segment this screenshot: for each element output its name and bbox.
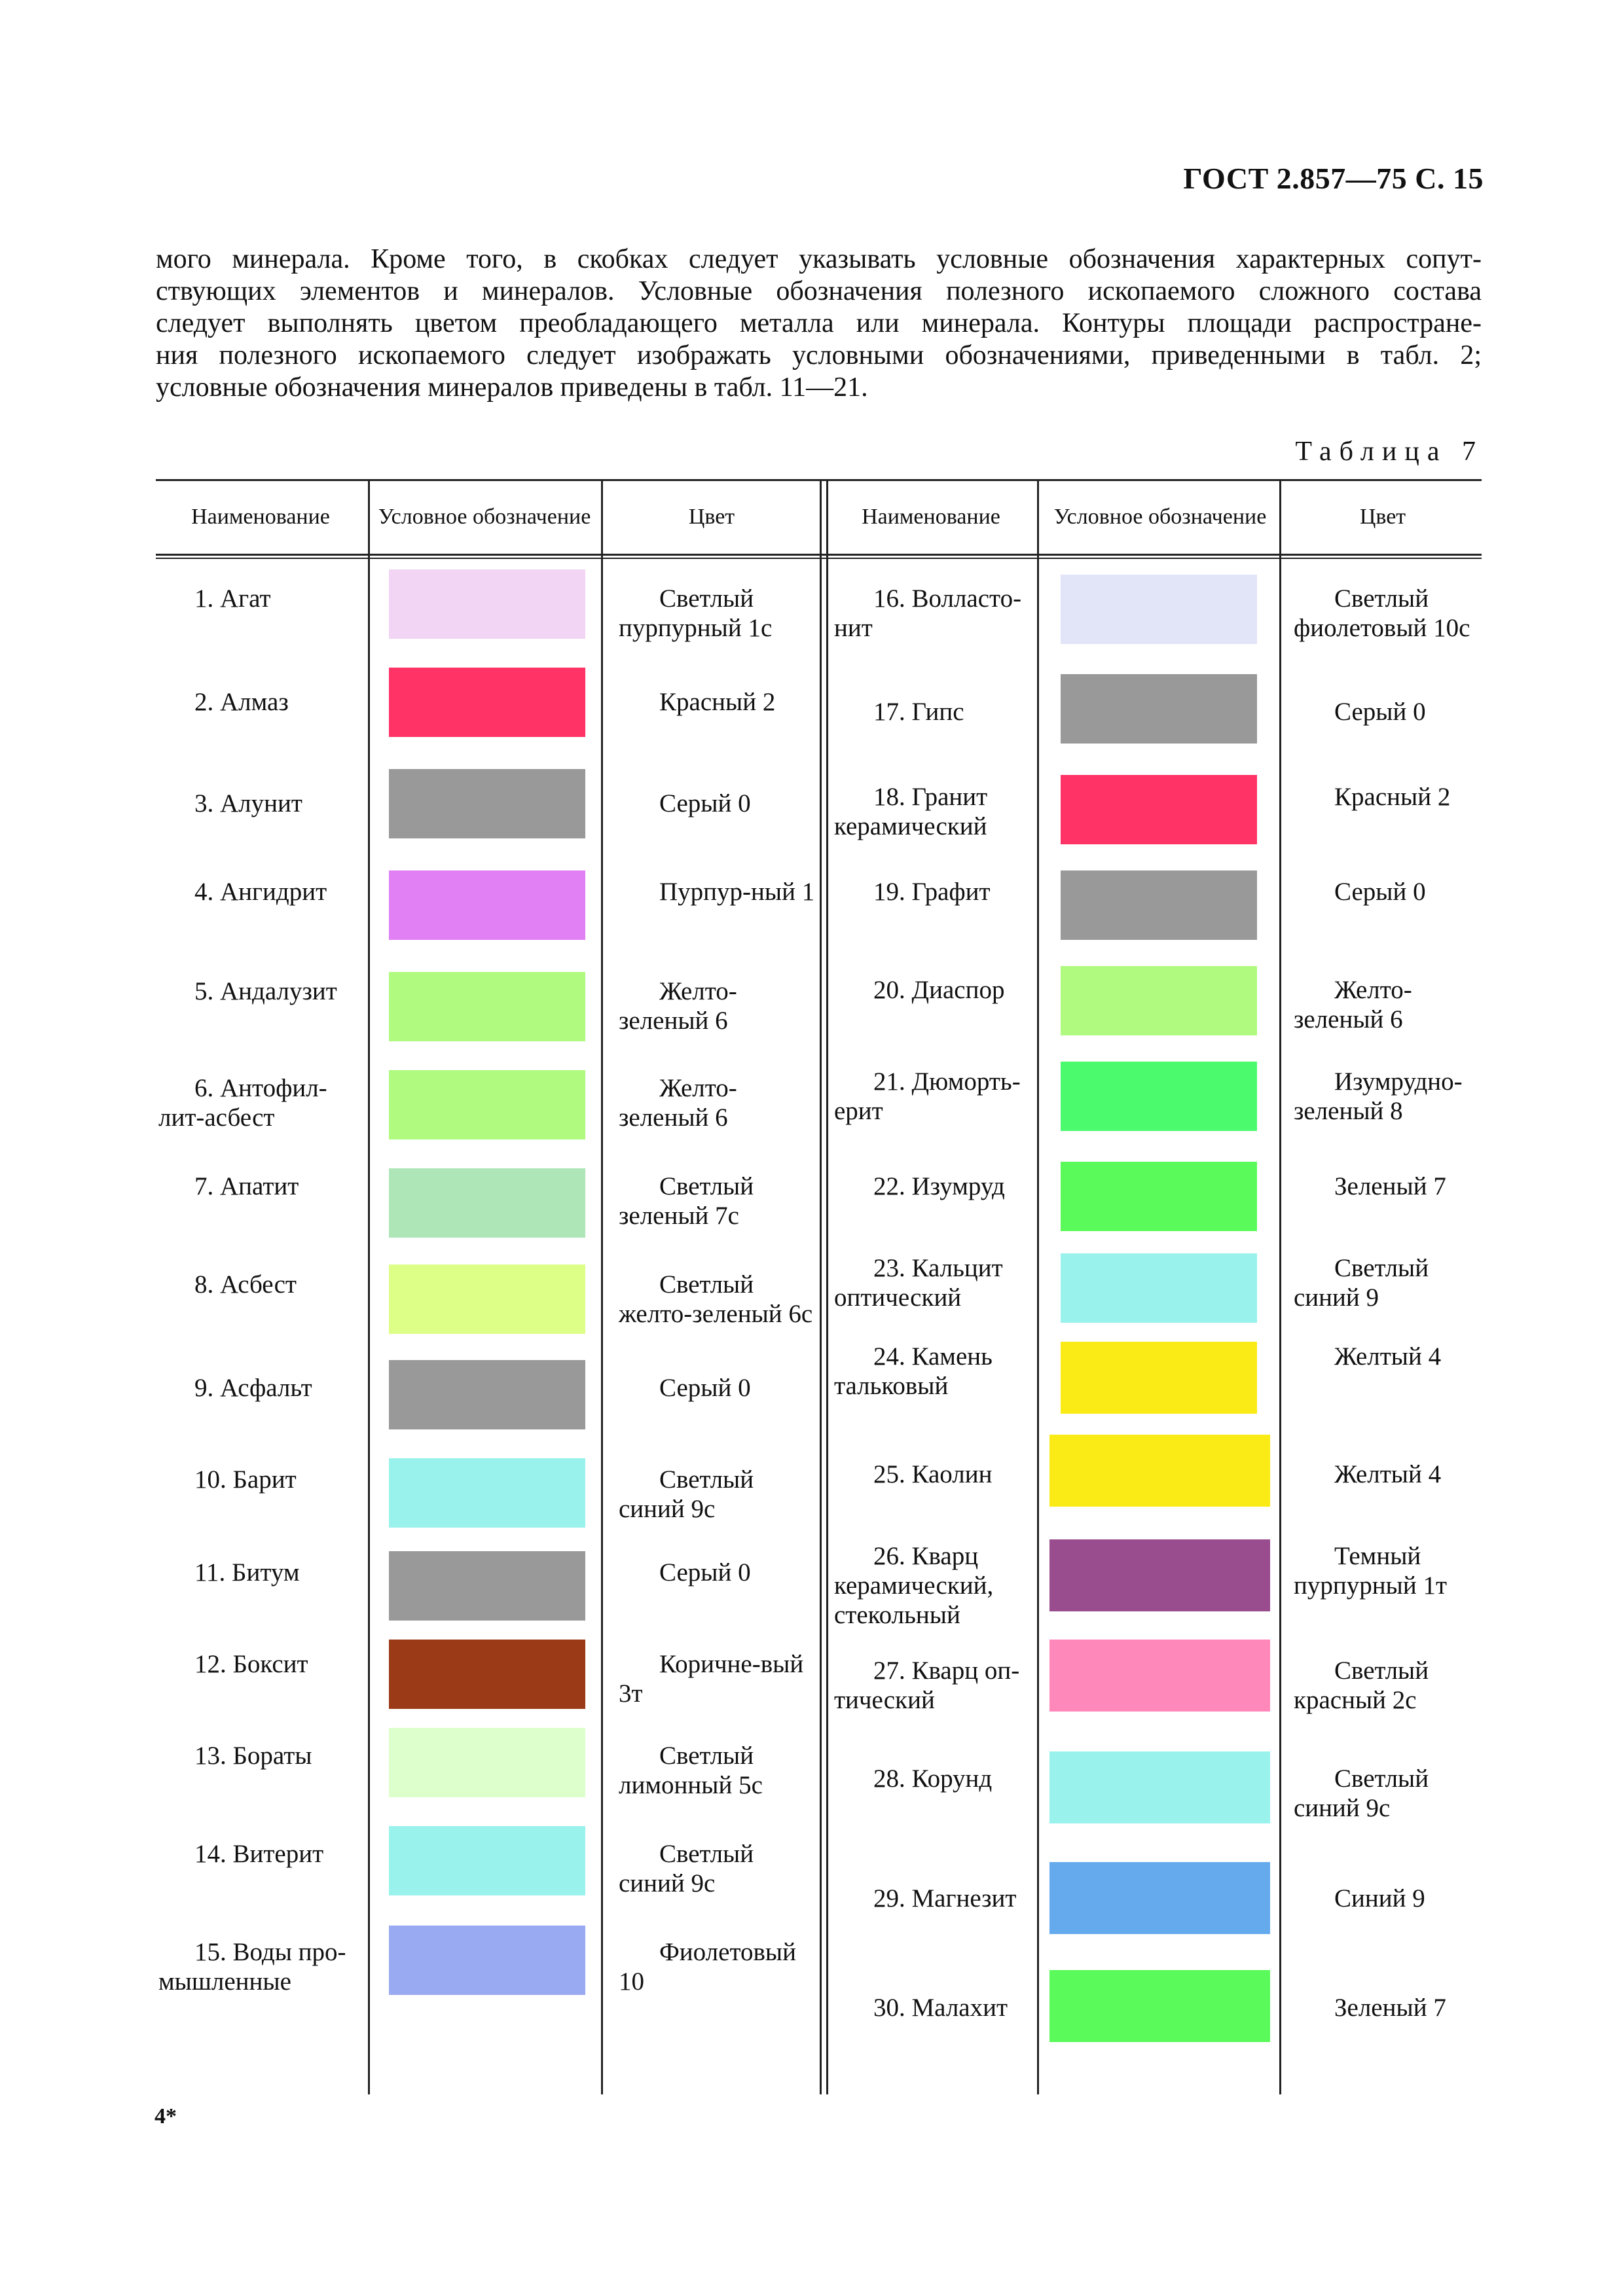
color-name: Зеленый 7 [1334,1994,1446,2022]
color-swatch [389,668,585,737]
color-name: Коричне-вый 3т [619,1650,804,1708]
mineral-name: 14. Витерит [194,1840,324,1868]
color-name: Светлый пурпурный 1с [619,584,773,642]
color-swatch [389,1640,585,1709]
col-header-name-right: Наименование [862,505,1000,529]
color-swatch [1049,1435,1270,1507]
color-swatch [1049,1751,1270,1823]
mineral-name: 24. Камень тальковый [834,1342,993,1400]
mineral-name: 18. Гранит керамический [834,783,988,840]
column-divider [1037,479,1039,2094]
mineral-name: 22. Изумруд [873,1172,1005,1200]
mineral-name: 10. Барит [194,1465,297,1494]
mineral-name: 9. Асфальт [194,1374,312,1402]
color-swatch [389,1070,585,1139]
color-name: Светлый синий 9с [619,1465,754,1523]
color-name: Темный пурпурный 1т [1294,1542,1447,1600]
color-name: Синий 9 [1334,1884,1425,1912]
col-header-symbol-left: Условное обозначение [378,505,591,529]
mineral-name: 20. Диаспор [873,976,1005,1004]
color-swatch [389,1728,585,1797]
color-name: Фиолетовый 10 [619,1938,796,1996]
color-swatch [1049,1862,1270,1934]
table-header-rule [156,554,1482,556]
mineral-name: 12. Боксит [194,1650,308,1678]
color-name: Желто-зеленый 6 [1294,976,1412,1033]
color-swatch [389,569,585,639]
mineral-name: 25. Каолин [873,1460,993,1488]
color-name: Красный 2 [1334,783,1451,811]
col-header-name-left: Наименование [191,505,330,529]
col-header-color-right: Цвет [1359,505,1406,529]
color-name: Серый 0 [659,1558,751,1587]
mineral-name: 30. Малахит [873,1994,1008,2022]
color-swatch [1061,674,1257,744]
color-name: Светлый красный 2с [1294,1657,1429,1714]
color-swatch [389,1458,585,1528]
mineral-name: 2. Алмаз [194,688,289,716]
color-name: Светлый лимонный 5с [619,1742,763,1799]
color-swatch [1061,1342,1257,1414]
color-name: Зеленый 7 [1334,1172,1446,1200]
color-swatch [1061,966,1257,1035]
color-swatch [389,1826,585,1895]
mineral-name: 29. Магнезит [873,1884,1017,1912]
color-name: Серый 0 [659,789,751,817]
color-name: Желто-зеленый 6 [619,1074,737,1132]
color-name: Серый 0 [1334,878,1426,906]
mineral-name: 13. Бораты [194,1742,312,1770]
col-header-color-left: Цвет [688,505,735,529]
intro-paragraph [156,243,1482,404]
page-mark: 4* [155,2104,177,2128]
color-swatch [389,1551,585,1621]
mineral-name: 27. Кварц оп-тический [834,1657,1020,1714]
mineral-name: 11. Битум [194,1558,300,1587]
color-name: Желтый 4 [1334,1460,1442,1488]
color-name: Светлый синий 9с [1294,1765,1429,1822]
column-divider [601,479,603,2094]
mineral-name: 16. Волласто-нит [834,584,1022,642]
color-swatch [1049,1970,1270,2042]
mineral-name: 8. Асбест [194,1270,297,1299]
color-name: Серый 0 [659,1374,751,1402]
intro-line: ния полезного ископаемого следует изображать условными обозначениями, приведенными в табл. 2; [156,340,1482,370]
mineral-name: 3. Алунит [194,789,302,817]
intro-line: условные обозначения минералов приведены в табл. 11—21. [156,372,868,403]
column-divider [826,479,828,2094]
color-swatch [1061,1253,1257,1323]
mineral-name: 21. Дюморть-ерит [834,1067,1021,1125]
mineral-name: 17. Гипс [873,698,964,726]
color-name: Желтый 4 [1334,1342,1442,1371]
color-swatch [1061,1162,1257,1231]
color-name: Светлый синий 9с [619,1840,754,1897]
table-top-rule [156,479,1482,481]
color-swatch [1049,1539,1270,1611]
mineral-name: 15. Воды про-мышленные [158,1938,346,1996]
color-swatch [389,972,585,1041]
column-divider [368,479,370,2094]
color-name: Желто-зеленый 6 [619,977,737,1035]
mineral-name: 19. Графит [873,878,991,906]
color-swatch [1061,1062,1257,1131]
color-name: Светлый зеленый 7с [619,1172,754,1230]
mineral-name: 28. Корунд [873,1765,993,1793]
color-swatch [1061,775,1257,844]
intro-line: следует выполнять цветом преобладающего металла или минерала. Контуры площади распростране- [156,308,1482,338]
color-name: Красный 2 [659,688,776,716]
color-name: Светлый фиолетовый 10с [1294,584,1470,642]
color-name: Пурпур-ный 1 [659,878,815,906]
color-swatch [389,769,585,838]
col-header-symbol-right: Условное обозначение [1053,505,1267,529]
intro-line: мого минерала. Кроме того, в скобках следует указывать условные обозначения характерных сопут- [156,244,1482,274]
color-name: Изумрудно-зеленый 8 [1294,1067,1463,1125]
mineral-name: 26. Кварц керамический, стекольный [834,1542,994,1629]
table-title: Таблица 7 [1295,437,1484,467]
color-swatch [389,870,585,940]
column-divider [820,479,822,2094]
table-header-rule-2 [156,558,1482,559]
color-name: Светлый синий 9 [1294,1254,1429,1312]
color-swatch [1061,870,1257,940]
page-header: ГОСТ 2.857—75 С. 15 [1183,162,1484,195]
mineral-name: 7. Апатит [194,1172,299,1200]
color-name: Светлый желто-зеленый 6с [619,1270,813,1328]
color-name: Серый 0 [1334,698,1426,726]
column-divider [1279,479,1281,2094]
color-swatch [389,1168,585,1238]
mineral-name: 1. Агат [194,584,271,613]
color-swatch [389,1926,585,1995]
color-swatch [389,1360,585,1429]
mineral-name: 4. Ангидрит [194,878,327,906]
mineral-name: 23. Кальцит оптический [834,1254,1003,1312]
intro-line: ствующих элементов и минералов. Условные обозначения полезного ископаемого сложного состава [156,276,1482,306]
color-swatch [389,1265,585,1334]
mineral-name: 5. Андалузит [194,977,337,1005]
color-swatch [1061,575,1257,644]
color-swatch [1049,1640,1270,1712]
mineral-name: 6. Антофил-лит-асбест [158,1074,327,1132]
